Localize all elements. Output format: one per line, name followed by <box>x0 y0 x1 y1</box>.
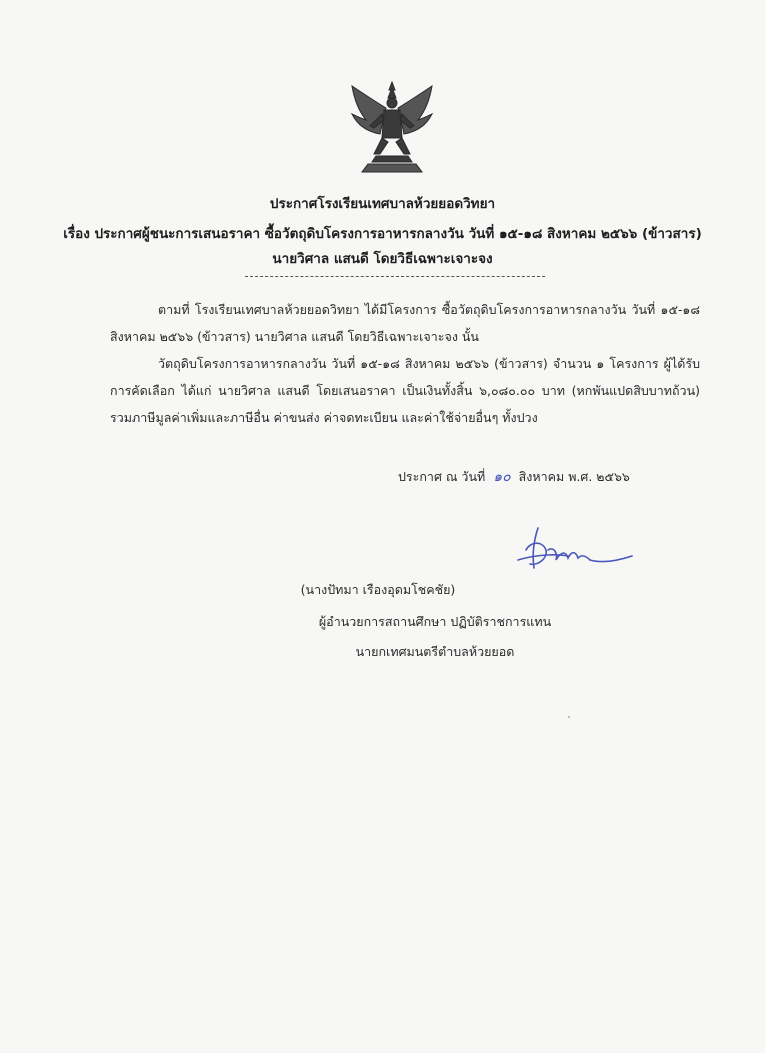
date-month-year: สิงหาคม พ.ศ. ๒๕๖๖ <box>518 469 630 484</box>
garuda-emblem-icon <box>346 80 438 176</box>
document-subject: เรื่อง ประกาศผู้ชนะการเสนอราคา ซื้อวัตถุดิบโครงการอาหารกลางวัน วันที่ ๑๕-๑๘ สิงหาคม ๒๕๖๖ (ข้าวสาร) <box>63 226 702 242</box>
signatory-office: นายกเทศมนตรีตำบลห้วยยอด <box>355 644 515 659</box>
paragraph-1: ตามที่ โรงเรียนเทศบาลห้วยยอดวิทยา ได้มีโครงการ ซื้อวัตถุดิบโครงการอาหารกลางวัน วันที่ ๑๕-๑๘ สิงหาคม ๒๕๖๖ (ข้าวสาร) นายวิศาล แสนดี โดยวิธีเฉพาะเจาะจง นั้น <box>110 302 700 344</box>
handwritten-day: ๑๐ <box>493 469 511 485</box>
signatory-name: (นางปัทมา เรืองอุดมโชคชัย) <box>300 582 456 597</box>
signatory-position: ผู้อำนวยการสถานศึกษา ปฏิบัติราชการแทน <box>318 614 552 629</box>
date-prefix: ประกาศ ณ วันที่ <box>398 469 486 484</box>
paragraph-2: วัตถุดิบโครงการอาหารกลางวัน วันที่ ๑๕-๑๘ สิงหาคม ๒๕๖๖ (ข้าวสาร) จำนวน ๑ โครงการ ผู้ได้รับการคัดเลือก ได้แก่ นายวิศาล แสนดี โดยเสนอราคา เป็นเงินทั้งสิ้น ๖,๐๘๐.๐๐ บาท (หกพันแปดสิบบาทถ้วน) รวมภาษีมูลค่าเพิ่มและภาษีอื่น ค่าขนส่ง ค่าจดทะเบียน และค่าใช้จ่ายอื่นๆ ทั้งปวง <box>110 356 700 425</box>
divider <box>245 276 545 277</box>
handwritten-signature <box>508 520 638 580</box>
announcement-date <box>398 466 630 488</box>
document-subline: นายวิศาล แสนดี โดยวิธีเฉพาะเจาะจง <box>272 251 493 267</box>
paper-speck <box>568 716 570 718</box>
document-title: ประกาศโรงเรียนเทศบาลห้วยยอดวิทยา <box>269 196 496 212</box>
